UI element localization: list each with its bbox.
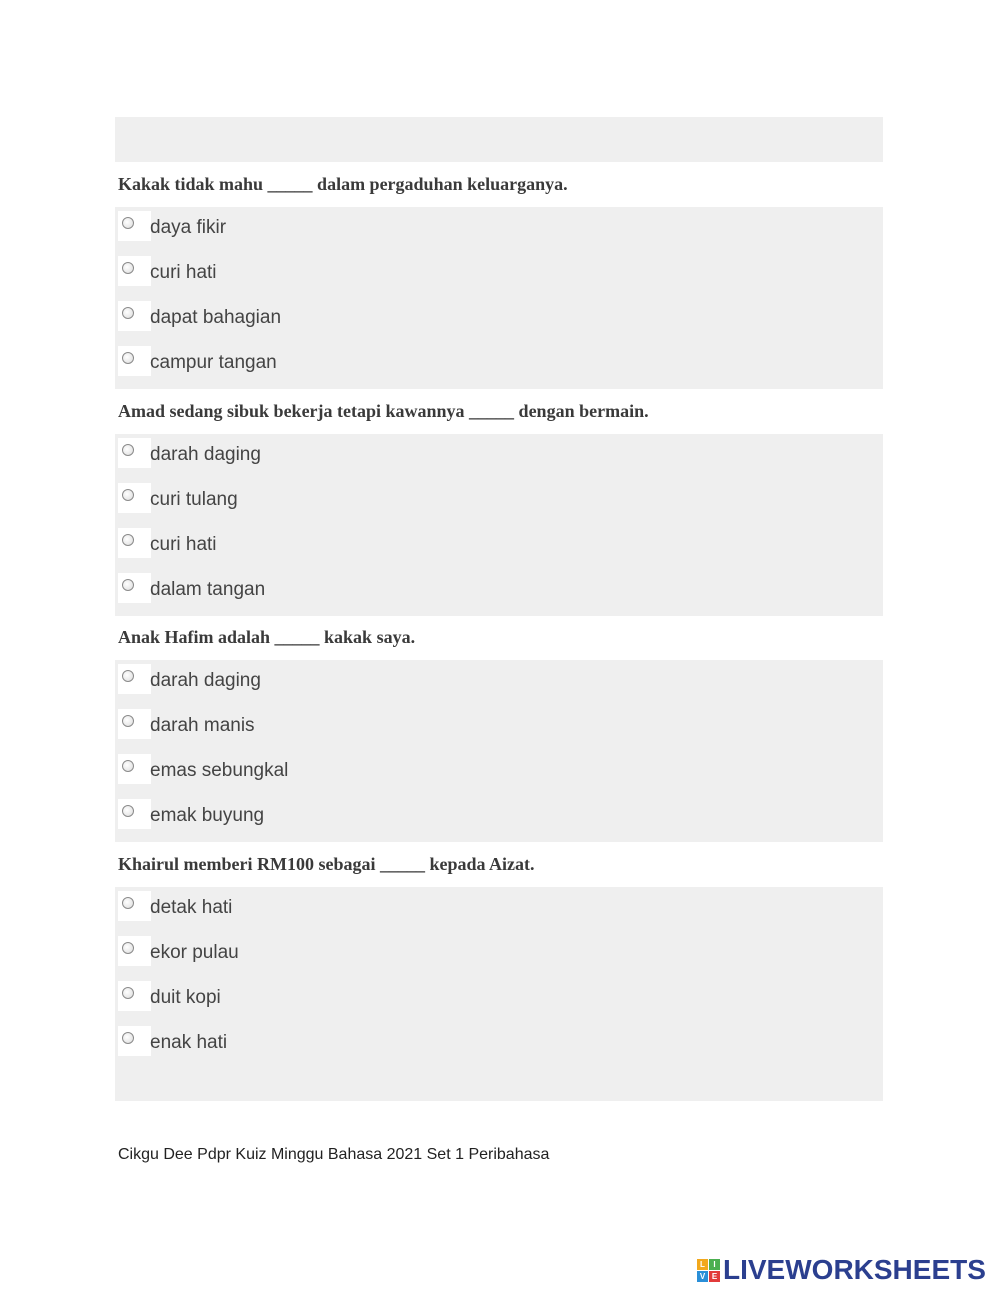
option-label: darah manis xyxy=(150,715,255,736)
option-4-1[interactable] xyxy=(115,887,883,932)
question-3-options xyxy=(115,660,883,842)
option-label: daya fikir xyxy=(150,217,227,238)
radio-button[interactable] xyxy=(122,805,134,817)
option-3-2[interactable] xyxy=(115,705,883,750)
radio-button[interactable] xyxy=(122,307,134,319)
radio-button[interactable] xyxy=(122,444,134,456)
option-3-4[interactable] xyxy=(115,795,883,840)
question-2-text: Amad sedang sibuk bekerja tetapi kawannya _____ dengan bermain. xyxy=(118,401,649,421)
option-label: ekor pulau xyxy=(150,942,239,963)
option-label: duit kopi xyxy=(150,987,221,1008)
logo-letter: E xyxy=(709,1271,720,1282)
radio-button[interactable] xyxy=(122,217,134,229)
option-1-4[interactable] xyxy=(115,342,883,387)
option-label: curi hati xyxy=(150,534,217,555)
top-gray-band xyxy=(115,117,883,162)
logo-letter: L xyxy=(697,1259,708,1270)
question-4-options xyxy=(115,887,883,1101)
option-label: detak hati xyxy=(150,897,233,918)
option-3-1[interactable] xyxy=(115,660,883,705)
radio-button[interactable] xyxy=(122,897,134,909)
radio-button[interactable] xyxy=(122,987,134,999)
option-2-4[interactable] xyxy=(115,569,883,614)
option-label: campur tangan xyxy=(150,352,277,373)
option-2-2[interactable] xyxy=(115,479,883,524)
option-label: darah daging xyxy=(150,444,261,465)
radio-button[interactable] xyxy=(122,579,134,591)
logo-letter: V xyxy=(697,1271,708,1282)
logo-grid-icon xyxy=(697,1259,720,1282)
radio-button[interactable] xyxy=(122,489,134,501)
footer-caption: Cikgu Dee Pdpr Kuiz Minggu Bahasa 2021 Set 1 Peribahasa xyxy=(118,1146,550,1163)
option-label: emak buyung xyxy=(150,805,265,826)
option-label: dalam tangan xyxy=(150,579,266,600)
question-2-options xyxy=(115,434,883,616)
option-label: emas sebungkal xyxy=(150,760,289,781)
question-1-text: Kakak tidak mahu _____ dalam pergaduhan keluarganya. xyxy=(118,174,568,194)
radio-button[interactable] xyxy=(122,942,134,954)
option-2-3[interactable] xyxy=(115,524,883,569)
option-label: enak hati xyxy=(150,1032,228,1053)
logo-text: LIVEWORKSHEETS xyxy=(723,1254,986,1285)
liveworksheets-logo xyxy=(697,1252,986,1288)
option-4-3[interactable] xyxy=(115,977,883,1022)
option-2-1[interactable] xyxy=(115,434,883,479)
radio-button[interactable] xyxy=(122,352,134,364)
option-label: curi tulang xyxy=(150,489,238,510)
question-3-text: Anak Hafim adalah _____ kakak saya. xyxy=(118,627,416,647)
option-label: darah daging xyxy=(150,670,261,691)
option-4-2[interactable] xyxy=(115,932,883,977)
radio-button[interactable] xyxy=(122,670,134,682)
option-3-3[interactable] xyxy=(115,750,883,795)
option-1-3[interactable] xyxy=(115,297,883,342)
option-1-2[interactable] xyxy=(115,252,883,297)
option-label: curi hati xyxy=(150,262,217,283)
radio-button[interactable] xyxy=(122,262,134,274)
radio-button[interactable] xyxy=(122,534,134,546)
radio-button[interactable] xyxy=(122,760,134,772)
radio-button[interactable] xyxy=(122,715,134,727)
question-1-options xyxy=(115,207,883,389)
radio-button[interactable] xyxy=(122,1032,134,1044)
question-4-text: Khairul memberi RM100 sebagai _____ kepada Aizat. xyxy=(118,854,535,874)
option-4-4[interactable] xyxy=(115,1022,883,1067)
option-1-1[interactable] xyxy=(115,207,883,252)
logo-letter: I xyxy=(709,1259,720,1270)
option-label: dapat bahagian xyxy=(150,307,282,328)
